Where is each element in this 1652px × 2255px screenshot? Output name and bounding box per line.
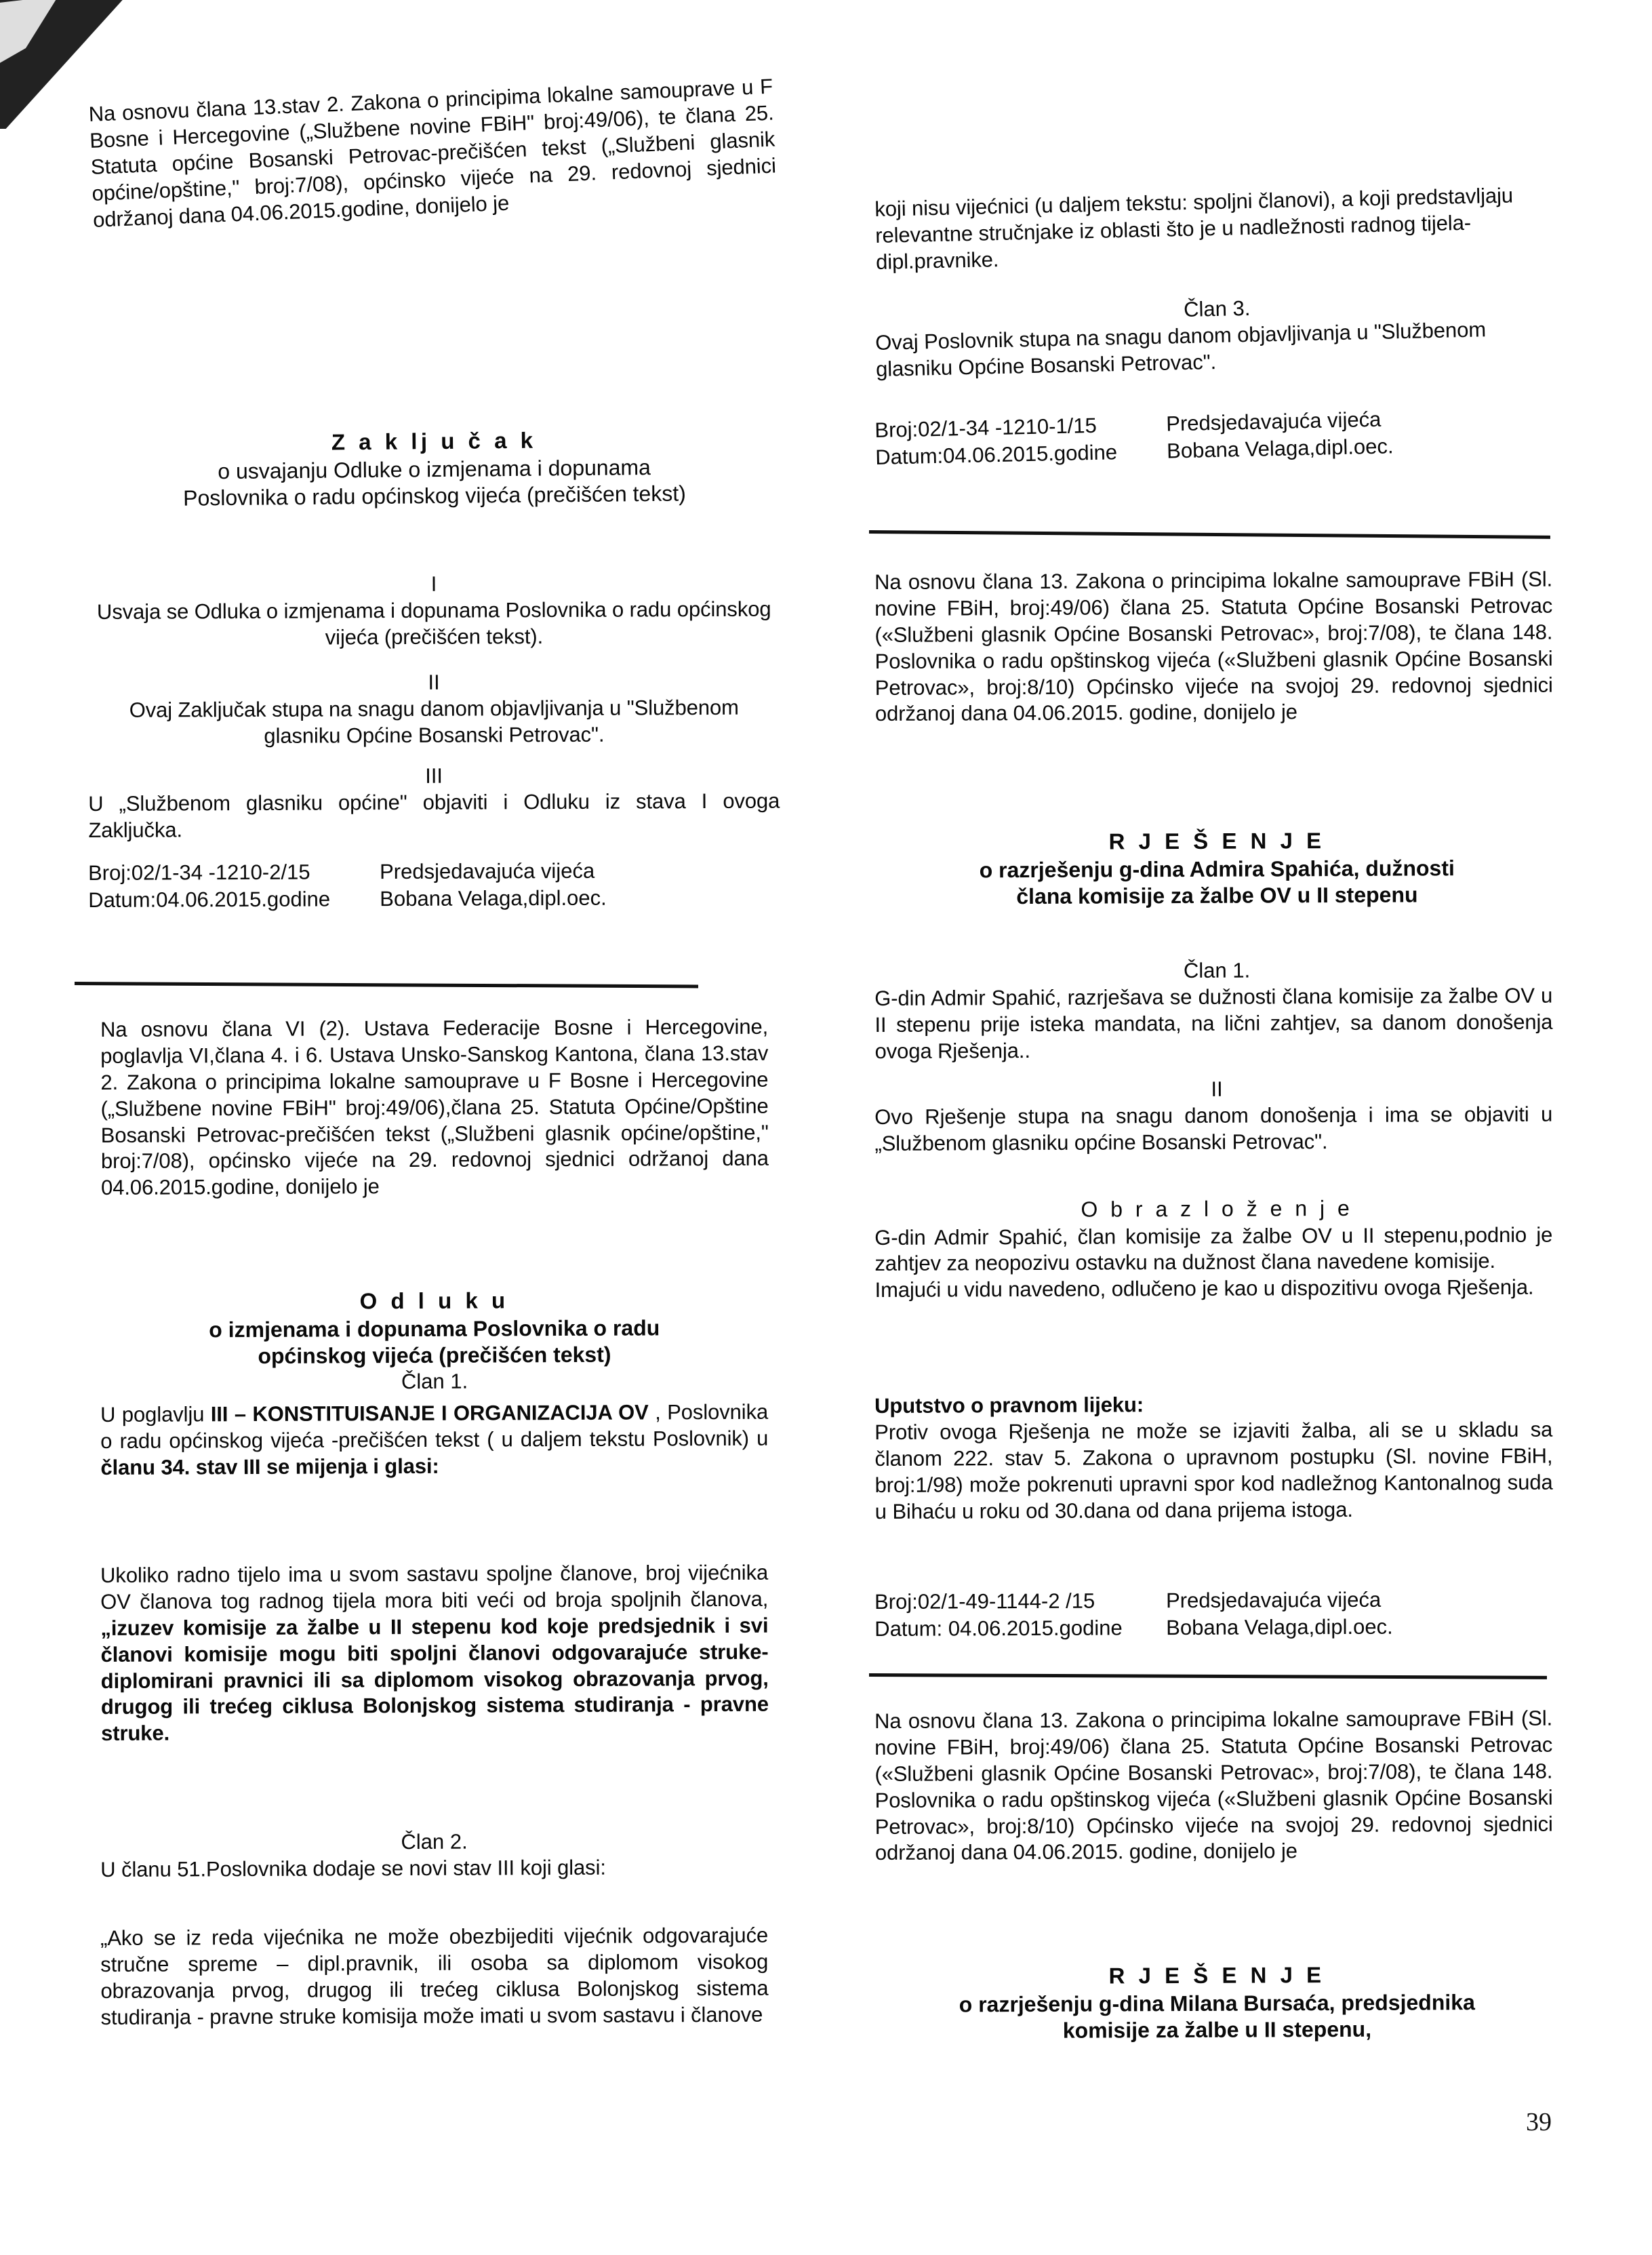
rjesenje-1-section-2-text: Ovo Rješenje stupa na snagu danom donošenja i ima se objaviti u „Službenom glasniku općine Bosanski Petrovac". <box>874 1102 1553 1155</box>
odluka-quote-block <box>100 1560 769 1747</box>
signature-1-broj: Broj:02/1-34 -1210-2/15 <box>88 860 310 885</box>
odluka-subtitle-line-2: općinskog vijeća (prečišćen tekst) <box>258 1342 611 1368</box>
rjesenje-2-heading: R J E Š E N J E <box>1108 1962 1325 1989</box>
signature-block-3 <box>874 1589 1559 1643</box>
odluka-clan-2-quote-block <box>100 1925 768 2031</box>
signature-3-name: Bobana Velaga,dipl.oec. <box>1166 1614 1393 1640</box>
right-continuation-block <box>874 183 1559 276</box>
uputstvo-text: Protiv ovoga Rješenja ne može se izjaviti žalba, ali se u skladu sa članom 222. stav 5. Zakona o upravnom postupku (Sl. novine FBiH, broj:1/98) može pokrenuti upravni spor kod nadležnog Kantonalnog suda u Bihaću u roku od 30.dana od dana prijema istoga. <box>874 1417 1553 1523</box>
rjesenje-1-intro-paragraph: Na osnovu člana 13. Zakona o principima lokalne samouprave FBiH (Sl. novine FBiH, broj:49/06) člana 25. Statuta Općine Bosanski Petrovac («Službeni glasnik Općine Bosanski Petrovac», broj:7/08), te člana 148. Poslovnika o radu opštinskog vijeća («Službeni glasnik Općine Bosanski Petrovac», broj:8/10) Općinsko vijeće na svojoj 29. redovnoj sjednici održanoj dana 04.06.2015. godine, donijelo je <box>874 567 1553 726</box>
clan-3-label: Član 3. <box>1183 296 1251 322</box>
signature-row-2 <box>88 884 780 915</box>
uputstvo-block <box>874 1393 1559 1525</box>
zakljucak-section-3-text: U „Službenom glasniku općine" objaviti i Odluku iz stava I ovoga Zaključka. <box>88 789 780 842</box>
signature-row-6 <box>874 1613 1559 1643</box>
odluka-heading: O d l u k u <box>359 1288 509 1314</box>
left-intro-paragraph: Na osnovu člana 13.stav 2. Zakona o principima lokalne samouprave u F Bosne i Hercegovine („Službene novine FBiH" broj:49/06), te člana 25. Statuta općine Bosanski Petrovac-prečišćen tekst („Službeni glasnik općine/opštine," broj:7/08), općinsko vijeće na 29. redovnoj sjednici održanoj dana 04.06.2015.godine, donijelo je <box>88 74 777 232</box>
zakljucak-section-2-roman: II <box>428 670 440 694</box>
odluka-subtitle-line-1: o izmjenama i dopunama Poslovnika o radu <box>209 1315 660 1342</box>
obrazlozenje-heading: O b r a z l o ž e n j e <box>1081 1195 1353 1222</box>
clan-3-text: Ovaj Poslovnik stupa na snagu danom objavljivanja u "Službenom glasniku Općine Bosanski Petrovac". <box>874 317 1487 381</box>
signature-1-title: Predsjedavajuća vijeća <box>380 858 595 884</box>
clan-1-text-part-2-bold: III – KONSTITUISANJE I ORGANIZACIJA OV <box>210 1400 649 1426</box>
left-intro-block <box>88 74 780 233</box>
signature-3-datum: Datum: 04.06.2015.godine <box>874 1616 1123 1641</box>
odluka-clan-1-paragraph <box>100 1399 768 1481</box>
rjesenje-2-heading-block <box>874 1963 1559 2045</box>
zakljucak-heading-block <box>88 427 780 513</box>
rjesenje-1-intro-block <box>874 567 1559 727</box>
odluka-clan-2-quote: „Ako se iz reda vijećnika ne može obezbijediti vijećnik odgovarajuće stručne spreme – dipl.pravnik, ili osoba sa diplomom visokog obrazovanja prvog, drugog ili trećeg ciklusa Bolonjskog sistema studiranja - pravne struke komisija može imati u svom sastavu i članove <box>100 1923 769 2029</box>
clan-1-text-part-3: , Poslovnika o radu općinskog vijeća -prečišćen tekst ( u daljem tekstu Poslovnik) u <box>100 1399 769 1453</box>
zakljucak-section-1-text: Usvaja se Odluka o izmjenama i dopunama Poslovnika o radu općinskog vijeća (prečišćen tekst). <box>96 597 771 650</box>
right-continuation-paragraph: koji nisu vijećnici (u daljem tekstu: spoljni članovi), a koji predstavljaju relevantne stručnjake iz oblasti što je u nadležnosti radnog tijela- dipl.pravnike. <box>874 183 1514 274</box>
quote-plain-part: Ukoliko radno tijelo ima u svom sastavu spoljne članove, broj vijećnika OV članova tog radnog tijela mora biti veći od broja spoljnih članova, <box>100 1560 769 1614</box>
signature-3-title: Predsjedavajuća vijeća <box>1166 1587 1382 1613</box>
odluka-clan-1-label: Član 1. <box>401 1369 468 1394</box>
section-divider-left-1 <box>75 982 698 988</box>
odluka-clan-2-block <box>100 1831 768 1883</box>
rjesenje-2-intro-block <box>874 1706 1559 1867</box>
clan-1-text-part-1: U poglavlju <box>100 1402 211 1426</box>
rjesenje-1-heading: R J E Š E N J E <box>1108 828 1325 854</box>
rjesenje-1-subtitle-line-2: člana komisije za žalbe OV u II stepenu <box>1016 882 1418 909</box>
zakljucak-subtitle-line-2: Poslovnika o radu općinskog vijeća (prečišćen tekst) <box>182 481 686 511</box>
zakljucak-subtitle-line-1: o usvajanju Odluke o izmjenama i dopunama <box>218 454 651 484</box>
section-divider-right-2 <box>869 1673 1547 1679</box>
rjesenje-1-heading-block <box>874 829 1559 911</box>
clan-3-block <box>874 296 1559 383</box>
zakljucak-section-3-roman: III <box>425 763 443 788</box>
odluka-clan-1-block <box>100 1399 769 1481</box>
rjesenje-1-subtitle-line-1: o razrješenju g-dina Admira Spahića, dužnosti <box>979 856 1455 883</box>
odluka-clan-2-label: Član 2. <box>401 1829 468 1854</box>
rjesenje-1-section-2-block <box>874 1078 1559 1157</box>
rjesenje-1-clan-1-label: Član 1. <box>1183 958 1251 983</box>
signature-2-broj: Broj:02/1-34 -1210-1/15 <box>874 413 1097 442</box>
rjesenje-2-subtitle-line-1: o razrješenju g-dina Milana Bursaća, predsjednika <box>959 1990 1475 2017</box>
obrazlozenje-paragraph-1: G-din Admir Spahić, član komisije za žalbe OV u II stepenu,podnio je zahtjev za neopozivu ostavku na dužnost člana navedene komisije. <box>874 1222 1553 1276</box>
signature-2-name: Bobana Velaga,dipl.oec. <box>1166 434 1394 463</box>
zakljucak-section-2 <box>88 671 780 751</box>
uputstvo-heading: Uputstvo o pravnom lijeku: <box>874 1393 1144 1418</box>
zakljucak-heading: Z a k lj u č a k <box>331 427 537 455</box>
quote-bold-part: „izuzev komisije za žalbe u II stepenu kod koje predsjednik i svi članovi komisije mogu biti spoljni članovi odgovarajuće struke-diplomirani pravnici ili sa diplomom visokog obrazovanja prvog, drugog ili trećeg ciklusa Bolonjskog sistema studiranja - pravne struke. <box>100 1613 769 1746</box>
odluka-quote-paragraph <box>100 1560 769 1748</box>
page-number: 39 <box>1526 2108 1552 2136</box>
zakljucak-section-3 <box>88 765 780 844</box>
obrazlozenje-block <box>874 1197 1559 1304</box>
signature-row-1 <box>88 857 780 887</box>
rjesenje-2-intro-paragraph: Na osnovu člana 13. Zakona o principima lokalne samouprave FBiH (Sl. novine FBiH, broj:49/06) člana 25. Statuta Općine Bosanski Petrovac («Službeni glasnik Općine Bosanski Petrovac», broj:7/08), te člana 148. Poslovnika o radu opštinskog vijeća («Službeni glasnik Općine Bosanski Petrovac», broj:8/10) Općinsko vijeće na svojoj 29. redovnoj sjednici održanoj dana 04.06.2015. godine, donijelo je <box>874 1706 1553 1865</box>
odluka-intro-paragraph: Na osnovu člana VI (2). Ustava Federacije Bosne i Hercegovine, poglavlja VI,člana 4. i 6. Ustava Unsko-Sanskog Kantona, člana 13.stav 2. Zakona o principima lokalne samouprave u F Bosne i Hercegovine („Službene novine FBiH" broj:49/06),člana 25. Statuta Općine/Opštine Bosanski Petrovac-prečišćen tekst („Službeni glasnik općine/opštine," broj:7/08), općinsko vijeće na 29. redovnoj sjednici održanoj dana 04.06.2015.godine, donijelo je <box>100 1014 769 1200</box>
odluka-intro-block <box>100 1014 769 1201</box>
zakljucak-section-1 <box>88 573 780 652</box>
rjesenje-1-clan-1-text: G-din Admir Spahić, razrješava se dužnosti člana komisije za žalbe OV u II stepenu prije isteka mandata, na lični zahtjev, sa danom donošenja ovoga Rješenja.. <box>874 983 1553 1063</box>
odluka-heading-block <box>100 1288 768 1397</box>
rjesenje-1-clan-1-block <box>874 959 1559 1064</box>
clan-1-text-part-4-bold: članu 34. stav III se mijenja i glasi: <box>100 1454 439 1479</box>
signature-2-title: Predsjedavajuća vijeća <box>1165 407 1382 436</box>
signature-3-broj: Broj:02/1-49-1144-2 /15 <box>874 1589 1095 1614</box>
rjesenje-1-section-2-roman: II <box>1211 1077 1223 1101</box>
zakljucak-section-1-roman: I <box>430 572 437 596</box>
odluka-clan-2-text: U članu 51.Poslovnika dodaje se novi stav III koji glasi: <box>100 1855 606 1881</box>
signature-1-name: Bobana Velaga,dipl.oec. <box>380 885 607 911</box>
rjesenje-2-subtitle-line-2: komisije za žalbe u II stepenu, <box>1062 2016 1372 2043</box>
signature-2-datum: Datum:04.06.2015.godine <box>874 440 1118 470</box>
obrazlozenje-paragraph-2: Imajući u vidu navedeno, odlučeno je kao u dispozitivu ovoga Rješenja. <box>874 1275 1534 1302</box>
signature-row-5 <box>874 1586 1559 1616</box>
signature-1-datum: Datum:04.06.2015.godine <box>88 887 331 913</box>
signature-block-2 <box>874 407 1559 472</box>
zakljucak-section-2-text: Ovaj Zaključak stupa na snagu danom objavljivanja u "Službenom glasniku Općine Bosanski Petrovac". <box>129 695 739 748</box>
signature-block-1 <box>88 860 780 915</box>
section-divider-right-1 <box>869 530 1550 539</box>
